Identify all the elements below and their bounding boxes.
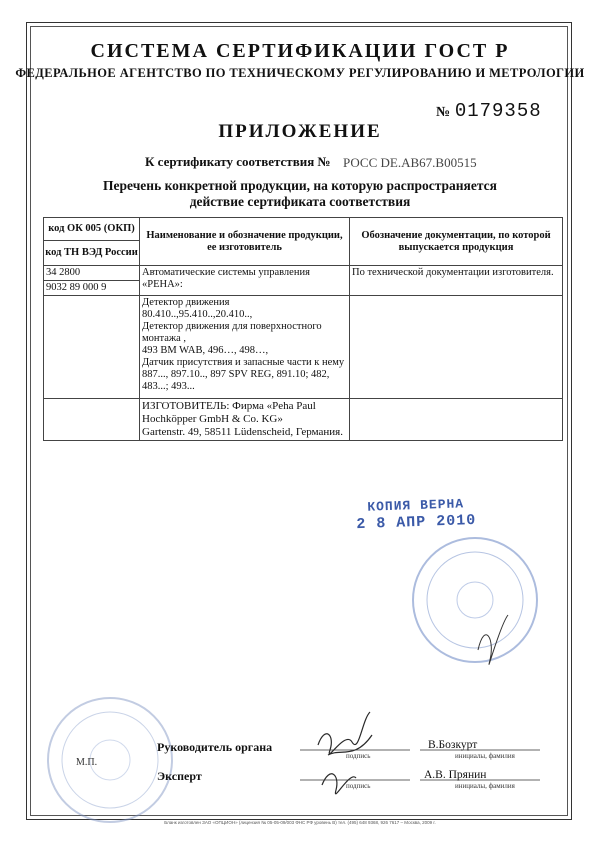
head-initials-caption: инициалы, фамилия	[455, 752, 515, 760]
expert-initials-caption: инициалы, фамилия	[455, 782, 515, 790]
list-title-line1: Перечень конкретной продукции, на которую распространяется	[103, 178, 497, 193]
row2-doc	[350, 296, 563, 399]
col1-header-bottom: код ТН ВЭД России	[45, 247, 138, 258]
copy-stamp-date: 2 8 АПР 2010	[356, 511, 477, 534]
manufacturer-line: Gartenstr. 49, 58511 Lüdenscheid, Германия.	[142, 426, 343, 438]
form-footer: Бланк изготовлен ЗАО «ОПЦИОН» (лицензия № 05-05-09/003 ФНС РФ уровень В) тел. (495) 648 9368, 926 7617 – Москва, 2009 г.	[164, 820, 436, 825]
product-line: 493 BM WAB, 496…, 498…,	[142, 345, 269, 356]
product-line: Детектор движения для поверхностного	[142, 321, 322, 332]
system-title: СИСТЕМА СЕРТИФИКАЦИИ ГОСТ Р	[90, 40, 510, 62]
row3-codes	[44, 399, 140, 441]
copy-stamp	[355, 495, 476, 533]
product-line: Датчик присутствия и запасные части к нему	[142, 357, 345, 368]
row2-products	[140, 296, 350, 399]
product-line: 887..., 897.10.., 897 SPV REG, 891.10; 482,	[142, 369, 330, 380]
seal-label: М.П.	[76, 757, 98, 768]
col2-header: Наименование и обозначение продукции, ее изготовитель	[140, 218, 350, 266]
expert-signature-caption: подпись	[346, 782, 371, 790]
row3-doc	[350, 399, 563, 441]
table-header-row	[44, 218, 563, 266]
table-row	[44, 266, 563, 296]
agency-name: ФЕДЕРАЛЬНОЕ АГЕНТСТВО ПО ТЕХНИЧЕСКОМУ РЕГУЛИРОВАНИЮ И МЕТРОЛОГИИ	[15, 66, 585, 80]
manufacturer-line: Hochköpper GmbH & Co. KG»	[142, 413, 283, 425]
product-line: 80.410..,95.410..,20.410..,	[142, 309, 253, 320]
col1-header	[44, 218, 140, 266]
col1-header-top: код ОК 005 (ОКП)	[44, 218, 139, 241]
code-tnved: 9032 89 000 9	[46, 282, 107, 293]
list-title-line2: действие сертификата соответствия	[189, 194, 411, 209]
product-line: Детектор движения	[142, 297, 230, 308]
product-line: монтажа ,	[142, 333, 187, 344]
certificate-label: К сертификату соответствия №	[145, 154, 331, 169]
expert-name: А.В. Прянин	[424, 769, 487, 781]
manufacturer-cell	[140, 399, 350, 441]
head-name: В.Бозкурт	[428, 739, 478, 751]
row1-name: Автоматические системы управления «PEHA»:	[140, 266, 350, 296]
number-value: 0179358	[454, 100, 542, 122]
manufacturer-line: ИЗГОТОВИТЕЛЬ: Фирма «Peha Paul	[142, 400, 316, 412]
col3-header: Обозначение документации, по которой выпускается продукция	[350, 218, 563, 266]
annex-title: ПРИЛОЖЕНИЕ	[218, 121, 382, 142]
row1-doc: По технической документации изготовителя.	[350, 266, 563, 296]
table-row	[44, 399, 563, 441]
table-row	[44, 296, 563, 399]
expert-label: Эксперт	[157, 769, 202, 783]
head-signature-caption: подпись	[346, 752, 371, 760]
number-prefix: №	[436, 105, 451, 120]
product-table	[43, 217, 563, 441]
row1-codes	[44, 266, 140, 296]
copy-stamp-line1: КОПИЯ ВЕРНА	[367, 496, 465, 515]
code-okp: 34 2800	[44, 266, 139, 281]
form-number	[436, 100, 542, 122]
row2-codes	[44, 296, 140, 399]
head-label: Руководитель органа	[157, 740, 273, 754]
list-title	[0, 178, 600, 210]
certificate-number: РОСС DE.AB67.B00515	[343, 155, 477, 170]
product-line: 483...; 493...	[142, 381, 195, 392]
